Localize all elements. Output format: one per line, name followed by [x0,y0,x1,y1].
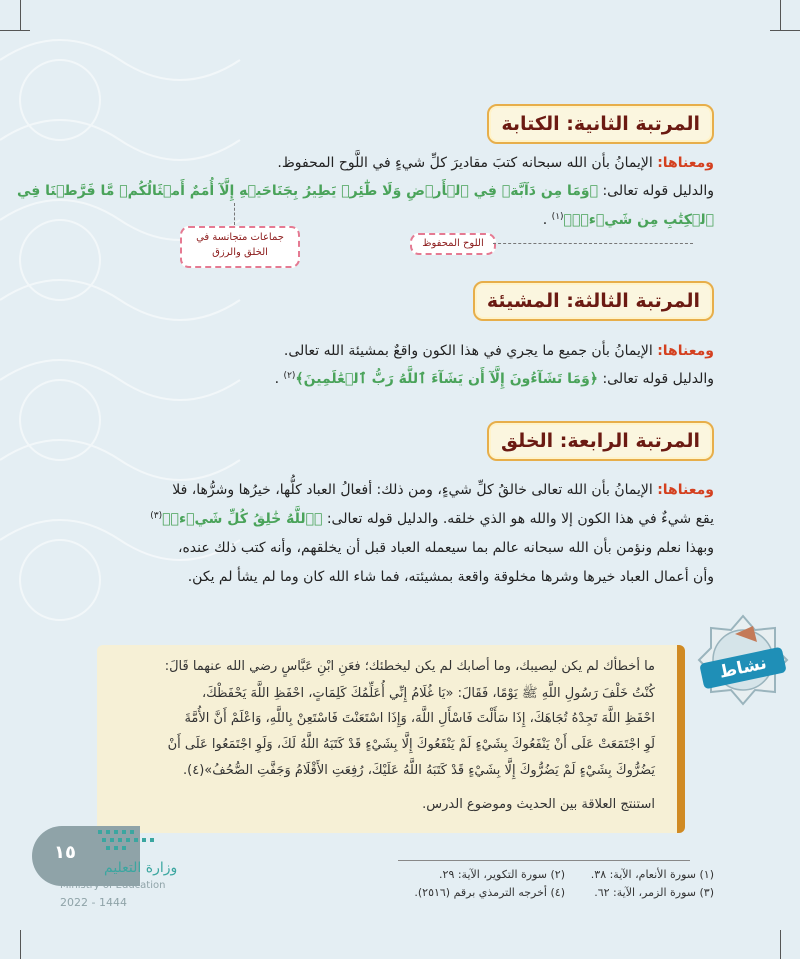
section-heading-writing: المرتبة الثانية: الكتابة [487,104,714,144]
section-evidence: والدليل قوله تعالى: ﴿وَمَا مِن دَآبَّةٖ فِي ٱلۡأَرۡضِ وَلَا طَٰٓئِرٖ يَطِيرُ بِجَنَاحَيۡهِ إِلَّآ أُمَمٌ أَمۡثَالُكُمۚ مَّا فَرَّطۡنَا فِي [16,183,714,199]
section-meaning: ومعناها: الإيمانُ بأن جميع ما يجري في هذا الكون واقعٌ بمشيئة الله تعالى. [283,343,714,359]
ministry-logo-icon [96,826,168,856]
annotation-connector [234,203,235,225]
edition-year: 2022 - 1444 [60,896,127,909]
activity-line: احْفَظِ اللَّهَ تَجِدْهُ تُجَاهَكَ، إِذَا سَأَلْتَ فَاسْأَلِ اللَّهَ، وَإِذَا اسْتَعَنْتَ فَاسْتَعِنْ بِاللَّهِ، وَاعْلَمْ أَنَّ الأُمَّةَ [184,711,655,726]
section-text: وبهذا نعلم ونؤمن بأن الله سبحانه عالم بما سيعمله العباد قبل أن يخلقهم، وأنه كتب ذلك عنده، [177,540,714,556]
section-heading-creation: المرتبة الرابعة: الخلق [487,421,714,461]
section-evidence-cont: ٱلۡكِتَٰبِ مِن شَيۡءٖۚ﴾$^{(١)}$ . [542,212,714,228]
section-text: يقع شيءٌ في هذا الكون إلا والله هو الذي خلقه. والدليل قوله تعالى: ﴿ٱللَّهُ خَٰلِقُ كُلِّ شَيۡءٖ﴾$^{(٣)}$ [150,511,714,527]
section-meaning: ومعناها: الإيمانُ بأن الله سبحانه كتبَ مقاديرَ كلِّ شيءٍ في اللَّوح المحفوظ. [277,155,714,171]
section-heading-will: المرتبة الثالثة: المشيئة [473,281,714,321]
activity-line: يَضُرُّوكَ بِشَيْءٍ لَمْ يَضُرُّوكَ إِلَّا بِشَيْءٍ قَدْ كَتَبَهُ اللَّهُ عَلَيْكَ، رُفِعَتِ الأَقْلَامُ وَجَفَّتِ الصُّحُفُ»(٤). [183,763,655,778]
footnote: (٤) أخرجه الترمذي برقم (٢٥١٦). [414,886,565,899]
section-evidence: والدليل قوله تعالى: ﴿وَمَا تَشَآءُونَ إِلَّآ أَن يَشَآءَ ٱللَّهُ رَبُّ ٱلۡعَٰلَمِينَ﴾$^{(٢)}$ . [274,371,714,387]
crop-mark [20,930,21,959]
activity-line: كُنْتُ خَلْفَ رَسُولِ اللَّهِ ﷺ يَوْمًا، فَقَالَ: «يَا غُلَامُ إِنِّي أُعَلِّمُكَ كَلِمَاتٍ، احْفَظِ اللَّهَ يَحْفَظْكَ، [201,686,655,701]
activity-line: ما أخطأك لم يكن ليصيبك، وما أصابك لم يكن ليخطئك؛ فعَنِ ابْنِ عَبَّاسٍ رضي الله عنهما قَالَ: [164,659,655,674]
page-number: ١٥ [54,842,76,863]
footnote-divider [398,860,690,861]
section-text: وأن أعمال العباد خيرها وشرها مخلوقة واقعة بمشيئته، فما شاء الله كان وما لم يشأ لم يكن. [187,569,714,585]
crop-mark [0,30,30,31]
crop-mark [780,0,781,30]
crop-mark [770,30,800,31]
ministry-name: وزارة التعليم [104,860,178,876]
annotation-note: جماعات متجانسة في الخلق والرزق [180,226,300,268]
ministry-name-en: Ministry of Education [60,880,166,891]
activity-badge-label: نشاط [699,647,787,690]
activity-line: لَوِ اجْتَمَعَتْ عَلَى أَنْ يَنْفَعُوكَ بِشَيْءٍ لَمْ يَنْفَعُوكَ إِلَّا بِشَيْءٍ قَدْ كَتَبَهُ اللَّهُ لَكَ، وَلَوِ اجْتَمَعُوا عَلَى أَنْ [167,737,655,752]
activity-box [97,645,685,833]
activity-task: استنتج العلاقة بين الحديث وموضوع الدرس. [422,797,655,812]
annotation-connector [493,243,693,244]
crop-mark [20,0,21,30]
footnote: (٣) سورة الزمر، الآية: ٦٢. [594,886,714,899]
activity-accent-bar [677,645,685,833]
footnote: (٢) سورة التكوير، الآية: ٢٩. [439,868,565,881]
section-meaning: ومعناها: الإيمانُ بأن الله تعالى خالقُ كلِّ شيءٍ، ومن ذلك: أفعالُ العباد كلُّها، خيرُها وشرُّها، فلا [172,482,714,498]
footnote: (١) سورة الأنعام، الآية: ٣٨. [590,868,714,881]
annotation-note: اللوح المحفوظ [410,233,496,255]
crop-mark [780,930,781,959]
